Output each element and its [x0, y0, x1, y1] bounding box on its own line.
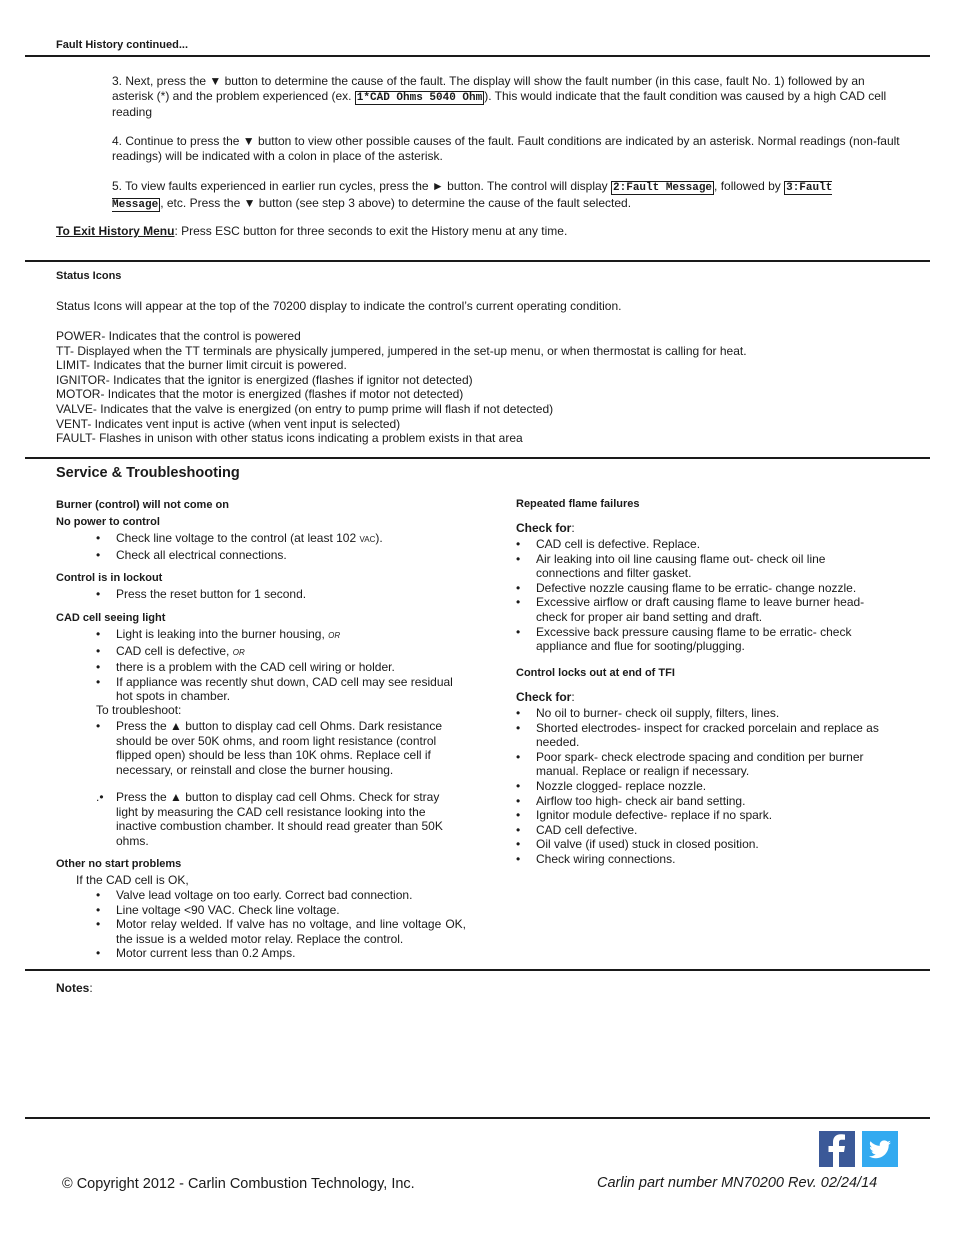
display-code: 3:Fault Message: [112, 182, 833, 211]
list-item: • If appliance was recently shut down, CAD cell may see residual hot spots in chamber.: [96, 675, 466, 704]
list-item: • Excessive back pressure causing flame to be erratic- check appliance and flue for sooting/plugging.: [516, 625, 886, 654]
list-item: • Line voltage <90 VAC. Check line voltage.: [96, 903, 466, 918]
step-text: , followed by: [714, 179, 785, 193]
list-item: • Excessive airflow or draft causing flame to leave burner head- check for proper air band setting and draft.: [516, 595, 886, 624]
heading-cad-light: CAD cell seeing light: [56, 612, 166, 624]
display-code: 1*CAD Ohms 5040 Ohm: [356, 91, 483, 104]
bullet-glyph: .•: [96, 790, 104, 804]
step-text: ). This would indicate that the fault condition was caused by a high CAD cell reading: [112, 88, 887, 120]
divider: [25, 1117, 930, 1119]
step-text: 3. Next, press the ▼ button to determine the cause of the fault. The display will show the fault number (in this case, fault No. 1) followed by an asterisk (*) and the problem experienced (ex.: [112, 74, 865, 103]
colon: :: [89, 981, 93, 995]
list-item: • Air leaking into oil line causing flame out- check oil line connections and filter gasket.: [516, 552, 886, 581]
fault-step-4: 4. Continue to press the ▼ button to view other possible causes of the fault. Fault conditions are indicated by an asterisk. Normal readings (non-fault readings) will be indicated with a colon in place of the asterisk.: [112, 134, 900, 163]
facebook-icon[interactable]: [819, 1131, 855, 1167]
exit-history-label: To Exit History Menu: [56, 224, 175, 238]
fault-step-3: [112, 74, 902, 120]
list-item: • Defective nozzle causing flame to be erratic- change nozzle.: [516, 581, 886, 596]
part-number: Carlin part number MN70200 Rev. 02/24/14: [597, 1175, 878, 1191]
heading-flame-failures: Repeated flame failures: [516, 498, 640, 510]
list-item-text: Light is leaking into the burner housing,: [116, 627, 329, 641]
or-label: OR: [328, 631, 341, 640]
notes-label: [56, 981, 93, 996]
to-troubleshoot-label: To troubleshoot:: [96, 703, 182, 717]
copyright: © Copyright 2012 - Carlin Combustion Technology, Inc.: [62, 1176, 415, 1192]
list-item-text: CAD cell is defective,: [116, 643, 233, 658]
list-item: • Motor current less than 0.2 Amps.: [96, 946, 466, 961]
check-for-label: [516, 690, 575, 705]
check-for-text: Check for: [516, 521, 572, 535]
status-item-vent: VENT- Indicates vent input is active (when vent input is selected): [56, 416, 401, 431]
status-item-tt: TT- Displayed when the TT terminals are physically jumpered, jumpered in the set-up menu, or when thermostat is calling for heat.: [56, 343, 747, 358]
list-item: • CAD cell is defective. Replace.: [516, 537, 886, 552]
list-item: • Oil valve (if used) stuck in closed position.: [516, 837, 886, 852]
heading-tfi-lockout: Control locks out at end of TFI: [516, 667, 675, 679]
colon: :: [571, 521, 575, 535]
tfi-lockout-list: [516, 706, 886, 867]
flame-failures-list: [516, 537, 886, 654]
status-item-motor: MOTOR- Indicates that the motor is energized (flashes if motor not detected): [56, 387, 464, 402]
list-item: • Shorted electrodes- inspect for cracked porcelain and replace as needed.: [516, 721, 886, 750]
list-item: • Press the ▲ button to display cad cell Ohms. Dark resistance should be over 50K ohms, and room light resistance (control flipped open) should be less than 10K ohms. Replace cell if necessary, or reinstall and close the burner housing.: [96, 719, 458, 777]
status-item-ignitor: IGNITOR- Indicates that the ignitor is energized (flashes if ignitor not detected): [56, 372, 473, 387]
list-item: [96, 644, 466, 661]
list-item: [96, 627, 466, 644]
status-item-valve: VALVE- Indicates that the valve is energized (on entry to pump prime will flash if not detected): [56, 401, 554, 416]
lockout-list: [96, 587, 476, 602]
section-title-fault-history: Fault History continued...: [56, 39, 189, 51]
list-item: • Poor spark- check electrode spacing and condition per burner manual. Replace or realign if necessary.: [516, 750, 886, 779]
check-for-text: Check for: [516, 690, 572, 704]
list-item-text: Check line voltage to the control (at least 102: [116, 531, 360, 545]
list-item: [96, 531, 476, 548]
list-item: • Check wiring connections.: [516, 852, 886, 867]
status-intro: Status Icons will appear at the top of the 70200 display to indicate the control’s current operating condition.: [56, 299, 622, 313]
list-item: • Check all electrical connections.: [96, 548, 476, 563]
other-problems-list: [96, 888, 466, 961]
divider: [25, 260, 930, 262]
list-item: • No oil to burner- check oil supply, filters, lines.: [516, 706, 886, 721]
check-for-label: [516, 521, 575, 536]
no-power-list: [96, 531, 476, 562]
heading-lockout: Control is in lockout: [56, 572, 163, 584]
colon: :: [571, 690, 575, 704]
or-label: OR: [232, 647, 245, 657]
list-item: • CAD cell defective.: [516, 823, 886, 838]
exit-history-text: : Press ESC button for three seconds to exit the History menu at any time.: [174, 224, 568, 238]
step-text: , etc. Press the ▼ button (see step 3 above) to determine the cause of the fault selected.: [160, 195, 632, 210]
list-item: • Valve lead voltage on too early. Correct bad connection.: [96, 888, 466, 903]
twitter-icon[interactable]: [862, 1131, 898, 1167]
exit-history-instruction: [56, 224, 916, 239]
heading-burner-no-start: Burner (control) will not come on: [56, 499, 229, 511]
cad-light-list: [96, 627, 466, 704]
cad-ok-label: If the CAD cell is OK,: [76, 873, 189, 887]
list-item: • Ignitor module defective- replace if no spark.: [516, 808, 886, 823]
status-item-limit: LIMIT- Indicates that the burner limit circuit is powered.: [56, 358, 347, 373]
section-title-status-icons: Status Icons: [56, 270, 122, 282]
list-item: • there is a problem with the CAD cell wiring or holder.: [96, 660, 466, 675]
section-title-service: Service & Troubleshooting: [56, 465, 240, 481]
display-code: 2:Fault Message: [613, 182, 713, 194]
list-item: • Motor relay welded. If valve has no voltage, and line voltage OK, the issue is a welded motor relay. Replace the control.: [96, 917, 466, 946]
heading-other-no-start: Other no start problems: [56, 858, 182, 870]
status-item-fault: FAULT- Flashes in unison with other status icons indicating a problem exists in that area: [56, 431, 523, 446]
divider: [25, 969, 930, 971]
step-text: 5. To view faults experienced in earlier run cycles, press the ► button. The control will display: [112, 179, 612, 193]
notes-text: Notes: [56, 981, 90, 995]
heading-no-power: No power to control: [56, 516, 160, 528]
unit-vac: VAC: [359, 535, 376, 544]
fault-step-5: [112, 179, 882, 212]
list-item: • Airflow too high- check air band setting.: [516, 794, 886, 809]
troubleshoot-list: [96, 719, 458, 777]
list-item: • Nozzle clogged- replace nozzle.: [516, 779, 886, 794]
status-icon-list: [56, 329, 916, 446]
divider: [25, 457, 930, 459]
list-item: • Press the reset button for 1 second.: [96, 587, 476, 602]
status-item-power: POWER- Indicates that the control is powered: [56, 329, 301, 343]
list-item: Press the ▲ button to display cad cell Ohms. Check for stray light by measuring the CAD cell resistance looking into the inactive combustion chamber. It should read greater than 50K ohms.: [116, 790, 443, 848]
divider: [25, 55, 930, 57]
list-item-text: ).: [375, 531, 383, 545]
